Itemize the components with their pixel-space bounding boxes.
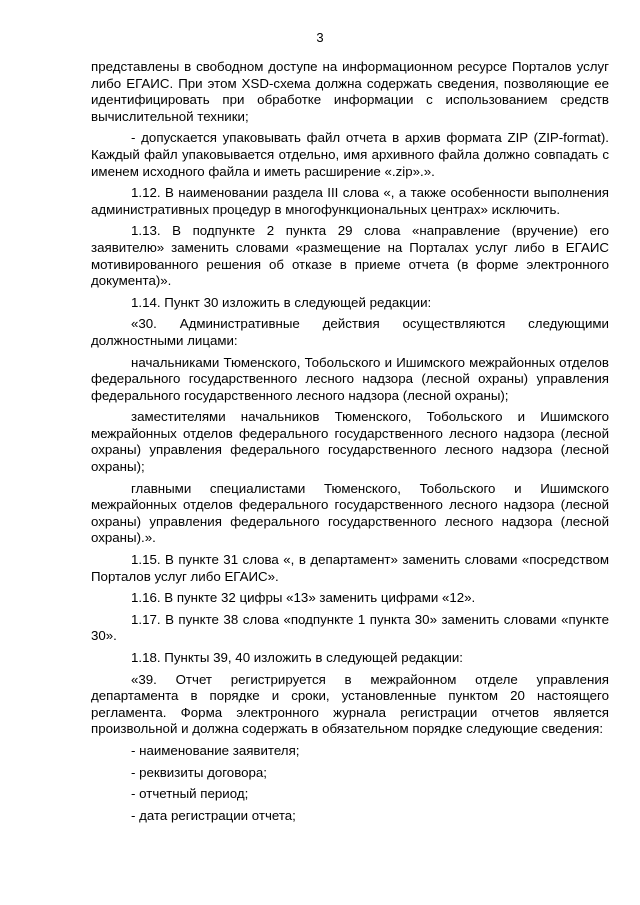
list-item-reporting-period: - отчетный период; — [131, 786, 249, 802]
paragraph-1-14: 1.14. Пункт 30 изложить в следующей редакции: — [131, 294, 432, 310]
paragraph-39: «39. Отчет регистрируется в межрайонном отделе управления департамента в порядке и сроки, установленные пунктом 20 настоящего регламента. Форма электронного журнала регистрации отчетов является произвольной и должна содержать в обязательном порядке следующие сведения: — [91, 671, 609, 737]
paragraph-deputies: заместителями начальников Тюменского, Тобольского и Ишимского межрайонных отделов федерального государственного лесного надзора (лесной охраны) управления федерального государственного лесного надзора (лесной охраны); — [91, 409, 609, 475]
document-body — [91, 59, 609, 829]
list-item-contract-details: - реквизиты договора; — [131, 764, 267, 780]
list-item-registration-date: - дата регистрации отчета; — [131, 807, 296, 823]
paragraph-zip-archive: - допускается упаковывать файл отчета в архив формата ZIP (ZIP-format). Каждый файл упаковывается отдельно, имя архивного файла должно совпадать с именем исходного файла и иметь расширение «.zip».». — [91, 130, 609, 179]
paragraph-specialists: главными специалистами Тюменского, Тобольского и Ишимского межрайонных отделов федерального государственного лесного надзора (лесной охраны) управления федерального государственного лесного надзора (лесной охраны).». — [91, 480, 609, 546]
paragraph-heads: начальниками Тюменского, Тобольского и Ишимского межрайонных отделов федерального государственного лесного надзора (лесной охраны) управления федерального государственного лесного надзора (лесной охраны); — [91, 354, 609, 403]
paragraph-1-16: 1.16. В пункте 32 цифры «13» заменить цифрами «12». — [131, 590, 476, 606]
paragraph-1-18: 1.18. Пункты 39, 40 изложить в следующей редакции: — [131, 650, 463, 665]
paragraph-xsd-schema: представлены в свободном доступе на информационном ресурсе Порталов услуг либо ЕГАИС. При этом XSD-схема должна содержать сведения, позволяющие ее идентифицировать при обработке информации с использованием средств вычислительной техники; — [91, 59, 609, 124]
list-item-applicant-name: - наименование заявителя; — [131, 742, 300, 758]
paragraph-1-12: 1.12. В наименовании раздела III слова «, а также особенности выполнения административных процедур в многофункциональных центрах» исключить. — [91, 185, 609, 217]
paragraph-30: «30. Административные действия осуществляются следующими должностными лицами: — [91, 316, 609, 348]
paragraph-1-17: 1.17. В пункте 38 слова «подпункте 1 пункта 30» заменить словами «пункте 30». — [91, 611, 609, 644]
paragraph-1-15: 1.15. В пункте 31 слова «, в департамент» заменить словами «посредством Порталов услуг либо ЕГАИС». — [91, 552, 609, 584]
paragraph-1-13: 1.13. В подпункте 2 пункта 29 слова «направление (вручение) его заявителю» заменить словами «размещение на Порталах услуг либо в ЕГАИС мотивированного решения об отказе в приеме отчета (в форме электронного документа)». — [91, 223, 609, 289]
page-number: 3 — [316, 30, 324, 45]
